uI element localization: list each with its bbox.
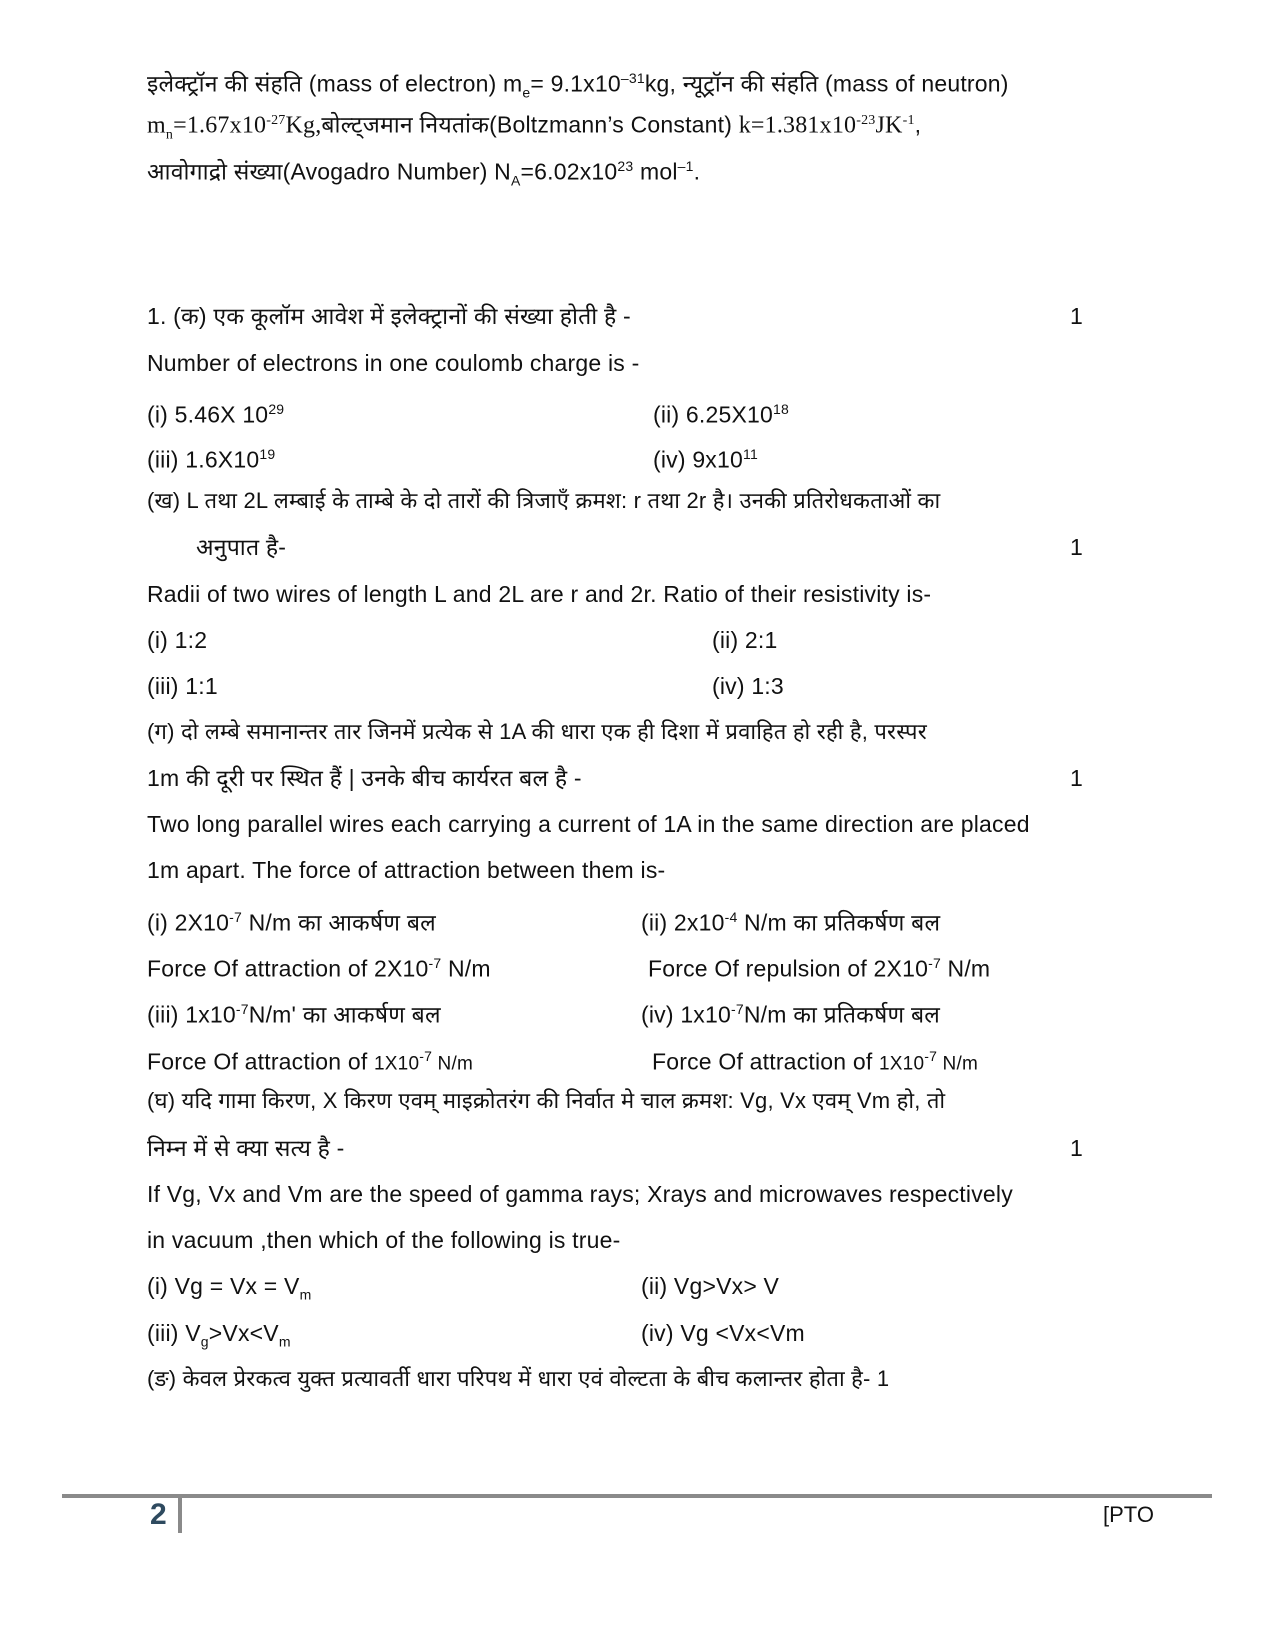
neutron-subscript: n [165,127,174,143]
electron-mass-label-hi: इलेक्ट्रॉन की संहति [147,70,303,97]
q1a-opt4-text: (iv) 9x10 [653,446,743,473]
avogadro-label-en: (Avogadro Number) N [282,158,511,185]
q1c-opt2-en-exp: -7 [928,955,941,971]
q1b-marks: 1 [1070,534,1083,560]
q1a-opt2-text: (ii) 6.25X10 [653,401,774,428]
pto-label: [PTO [1103,1502,1154,1527]
q1c-opt4-b: N/m का प्रतिकर्षण बल [743,1001,941,1028]
q1a-opt4-exp: 11 [743,446,758,462]
boltzmann-value: k=1.381x10 [738,112,857,139]
constants-line-2 [147,101,921,141]
q1c-opt3-en-b: 1X10 [374,1053,420,1075]
avogadro-subscript: A [510,172,521,189]
page-number-divider [178,1497,182,1533]
q1a-english: Number of electrons in one coulomb charge is - [147,350,640,376]
q1c-option-2 [641,897,940,937]
q1d-opt1-a: (i) Vg = Vx = V [147,1273,300,1299]
footer-rule [62,1494,1212,1498]
q1c-opt1-a: (i) 2X10 [147,909,230,936]
q1d-marks: 1 [1070,1135,1083,1161]
q1d-opt3-a: (iii) V [147,1320,201,1346]
q1a-option-2 [653,389,789,429]
q1c-opt2-en-a: Force Of repulsion of 2X10 [648,955,929,982]
q1c-opt2-b: N/m का प्रतिकर्षण बल [737,909,941,936]
neutron-mass-label-hi: न्यूट्रॉन की संहति [682,70,819,97]
q1c-option-4 [641,989,940,1029]
q1c-opt3-en-exp: -7 [419,1048,433,1064]
q1c-opt2-a: (ii) 2x10 [641,909,725,936]
line-2-end: , [914,111,922,138]
neutron-mass-label-en: (mass of neutron) [824,70,1009,97]
q1b-english: Radii of two wires of length L and 2L are r and 2r. Ratio of their resistivity is- [147,581,932,607]
q1d-option-2: (ii) Vg>Vx> V [641,1273,780,1299]
page-number: 2 [150,1498,167,1531]
q1a-hindi-text: 1. (क) एक कूलॉम आवेश में इलेक्ट्रानों की संख्या होती है - [147,303,631,329]
boltzmann-label-hi: बोल्ट्जमान नियतांक [321,111,490,138]
q1c-marks: 1 [1070,765,1083,791]
q1c-english-line-2: 1m apart. The force of attraction between them is- [147,857,666,883]
q1a-opt3-text: (iii) 1.6X10 [147,446,260,473]
q1c-english-line-1: Two long parallel wires each carrying a current of 1A in the same direction are placed [147,811,1030,837]
neutron-mass-exponent: -27 [266,113,286,128]
electron-mass-value: = 9.1x10 [530,70,621,97]
electron-mass-unit: kg, [644,70,677,97]
q1c-opt3-a: (iii) 1x10 [147,1001,236,1028]
q1c-opt1-exp: -7 [229,909,242,925]
boltzmann-label-en: (Boltzmann’s Constant) [489,111,733,138]
q1c-option-1-english [147,943,491,983]
q1b-hindi-line-2: अनुपात है- [196,534,287,560]
q1a-option-1 [147,389,284,429]
constants-line-1 [147,58,1009,101]
q1d-hindi-line-1: (घ) यदि गामा किरण, X किरण एवम् माइक्रोतरंग की निर्वात मे चाल क्रमश: Vg, Vx एवम् Vm हो, तो [147,1088,946,1113]
q1d-opt3-sub2: m [278,1333,291,1350]
q1c-opt4-en-exp: -7 [924,1048,938,1064]
q1c-opt3-exp: -7 [235,1001,249,1017]
neutron-mass-symbol: m [147,112,166,139]
constants-line-3 [147,146,701,189]
q1c-option-3 [147,989,441,1029]
q1c-option-4-english [652,1036,978,1076]
q1a-opt1-text: (i) 5.46X 10 [147,401,269,428]
q1c-opt4-en-c: N/m [937,1053,978,1075]
q1d-option-4: (iv) Vg <Vx<Vm [641,1320,805,1346]
q1a-marks: 1 [1070,303,1083,329]
neutron-mass-unit: Kg, [285,112,322,139]
q1c-option-2-english [648,943,990,983]
q1c-opt1-en-b: N/m [441,955,491,982]
q1b-option-1: (i) 1:2 [147,627,208,653]
q1a-option-3 [147,434,275,474]
boltzmann-exponent: -23 [856,113,876,128]
electron-mass-label-en: (mass of electron) m [308,70,523,97]
q1e-hindi: (ङ) केवल प्रेरकत्व युक्त प्रत्यावर्ती धारा परिपथ में धारा एवं वोल्टता के बीच कलान्तर होता है- 1 [147,1366,890,1391]
boltzmann-unit: JK [875,112,903,139]
q1c-opt4-a: (iv) 1x10 [641,1001,731,1028]
electron-subscript: e [522,84,531,101]
avogadro-unit-exponent: –1 [677,158,694,174]
q1d-opt3-sub1: g [200,1333,209,1350]
q1c-hindi-line-2: 1m की दूरी पर स्थित हैं | उनके बीच कार्यरत बल है - [147,765,582,791]
q1d-hindi-line-2: निम्न में से क्या सत्य है - [147,1135,345,1161]
q1d-english-line-1: If Vg, Vx and Vm are the speed of gamma rays; Xrays and microwaves respectively [147,1181,1013,1207]
avogadro-unit: mol [633,158,678,185]
boltzmann-unit-exponent: -1 [902,113,915,128]
q1c-opt3-en-c: N/m [432,1053,473,1075]
q1a-opt2-exp: 18 [773,401,790,417]
q1d-option-3 [147,1313,291,1353]
q1c-opt2-en-b: N/m [940,955,991,982]
q1c-opt4-en-b: 1X10 [879,1053,925,1075]
q1c-opt1-b: N/m का आकर्षण बल [242,909,436,936]
q1a-hindi [147,296,631,336]
q1c-opt3-b: N/m' का आकर्षण बल [248,1001,441,1028]
q1a-option-4 [653,434,758,474]
q1c-option-1 [147,897,436,937]
q1b-hindi-line-1: (ख) L तथा 2L लम्बाई के ताम्बे के दो तारों की त्रिजाएँ क्रमश: r तथा 2r है। उनकी प्रतिरोधकताओं का [147,488,941,513]
q1c-opt1-en-a: Force Of attraction of 2X10 [147,955,429,982]
q1d-english-line-2: in vacuum ,then which of the following is true- [147,1227,621,1253]
electron-mass-exponent: –31 [620,70,645,86]
q1d-option-1 [147,1266,311,1306]
q1b-option-3: (iii) 1:1 [147,673,218,699]
avogadro-value: =6.02x10 [520,158,618,185]
q1d-opt1-sub: m [299,1286,312,1303]
q1c-hindi-line-1: (ग) दो लम्बे समानान्तर तार जिनमें प्रत्येक से 1A की धारा एक ही दिशा में प्रवाहित हो रही है, परस्पर [147,719,927,744]
q1c-opt3-en-a: Force Of attraction of [147,1048,375,1075]
q1a-opt3-exp: 19 [259,446,276,462]
q1c-opt4-exp: -7 [731,1001,744,1017]
q1c-opt2-exp: -4 [724,909,738,925]
q1a-opt1-exp: 29 [268,401,285,417]
q1b-option-2: (ii) 2:1 [712,627,778,653]
avogadro-label-hi: आवोगाद्रो संख्या [147,158,283,185]
line-3-end: . [693,158,701,185]
q1b-option-4: (iv) 1:3 [712,673,784,699]
q1c-option-3-english [147,1036,473,1076]
q1c-opt1-en-exp: -7 [428,955,442,971]
neutron-mass-value: =1.67x10 [173,112,267,139]
avogadro-exponent: 23 [617,158,634,174]
q1c-opt4-en-a: Force Of attraction of [652,1048,880,1075]
q1d-opt3-b: >Vx<V [208,1320,279,1346]
